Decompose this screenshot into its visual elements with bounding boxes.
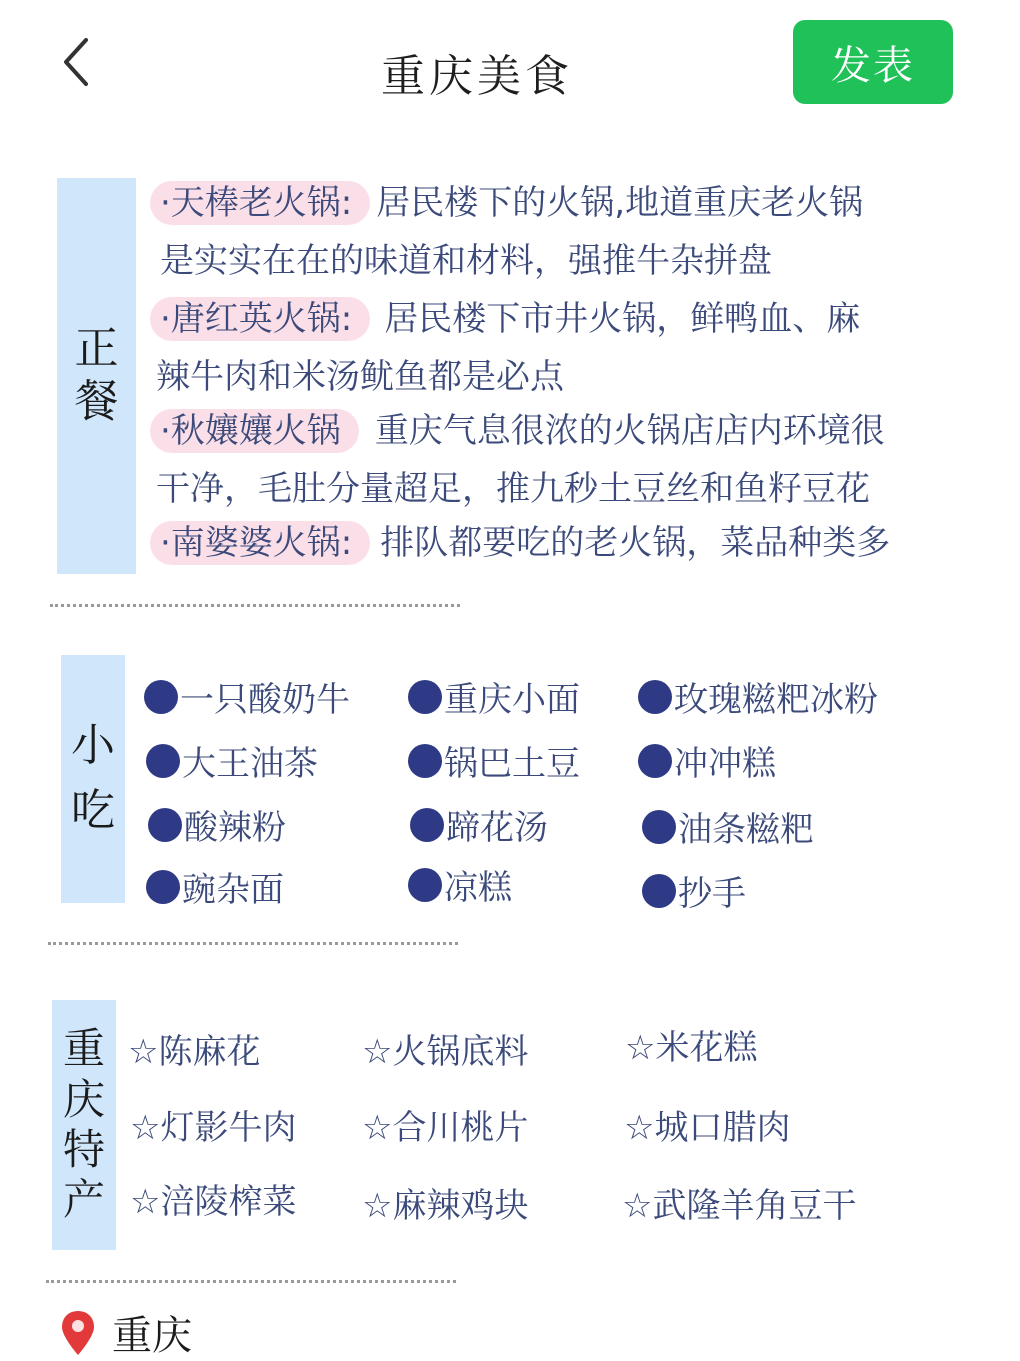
dish-desc: 辣牛肉和米汤鱿鱼都是必点: [156, 357, 564, 397]
specialty-item: ☆武隆羊角豆干: [622, 1186, 857, 1226]
dish-desc: 是实实在在的味道和材料，强推牛杂拼盘: [160, 241, 772, 281]
snack-item: 抄手: [642, 866, 746, 915]
section-label-char: 产: [62, 1175, 105, 1225]
location-text: 重庆: [112, 1313, 192, 1359]
section-label-char: 重: [62, 1024, 105, 1074]
section-label-char: 庆: [62, 1074, 105, 1124]
bullet-dot: [144, 680, 178, 714]
dish-name-tag: ·天棒老火锅:: [150, 181, 370, 225]
bullet-dot: [638, 744, 672, 778]
dish-entry: [150, 174, 980, 290]
bullet-dot: [642, 810, 676, 844]
snack-item: 大王油茶: [146, 736, 318, 785]
dish-entry: [150, 514, 980, 572]
location-tag[interactable]: [58, 1304, 192, 1361]
specialty-item: ☆陈麻花: [128, 1032, 261, 1072]
dotted-divider: [50, 604, 460, 607]
dish-name-tag: ·秋孃孃火锅: [150, 409, 359, 453]
page-title: 重庆美食: [381, 51, 573, 102]
specialty-item: ☆城口腊肉: [624, 1108, 791, 1148]
snack-item: 酸辣粉: [148, 800, 286, 849]
snack-item: 凉糕: [408, 860, 512, 909]
dish-desc: 干净，毛肚分量超足，推九秒土豆丝和鱼籽豆花: [156, 469, 870, 509]
dish-desc: 重庆气息很浓的火锅店店内环境很: [374, 411, 885, 451]
bullet-dot: [146, 744, 180, 778]
dish-entry: [150, 290, 980, 406]
bullet-dot: [146, 870, 180, 904]
dish-desc: 居民楼下市井火锅，鲜鸭血、麻: [384, 299, 861, 339]
snack-item: 豌杂面: [146, 862, 284, 911]
bullet-dot: [642, 874, 676, 908]
specialty-item: ☆麻辣鸡块: [362, 1186, 529, 1226]
dish-name-tag: ·南婆婆火锅:: [150, 521, 370, 565]
section-label-char: 餐: [74, 376, 119, 427]
section-label-char: 特: [62, 1125, 105, 1174]
section-label-snacks: [61, 655, 125, 903]
section-label-main-meal: [57, 178, 136, 574]
dish-entry: [150, 402, 980, 518]
dish-name-tag: ·唐红英火锅:: [150, 297, 370, 341]
snack-item: 一只酸奶牛: [144, 672, 350, 721]
snack-item: 冲冲糕: [638, 736, 776, 785]
section-label-char: 正: [74, 323, 119, 375]
snack-item: 重庆小面: [408, 672, 580, 721]
dotted-divider: [48, 942, 458, 945]
dish-desc: 排队都要吃的老火锅，菜品种类多: [380, 523, 891, 563]
section-label-specialties: [52, 1000, 116, 1250]
section-label-char: 小: [71, 720, 115, 772]
specialty-item: ☆灯影牛肉: [130, 1108, 297, 1148]
specialty-item: ☆合川桃片: [362, 1108, 529, 1148]
bullet-dot: [148, 808, 182, 842]
snack-item: 玫瑰糍粑冰粉: [638, 672, 878, 721]
bullet-dot: [408, 680, 442, 714]
snack-item: 锅巴土豆: [408, 736, 580, 785]
bullet-dot: [408, 744, 442, 778]
bullet-dot: [410, 808, 444, 842]
specialty-item: ☆涪陵榨菜: [130, 1182, 297, 1222]
pin-icon: [58, 1309, 98, 1357]
publish-button[interactable]: 发表: [793, 20, 953, 104]
bullet-dot: [638, 680, 672, 714]
dish-desc: 居民楼下的火锅,地道重庆老火锅: [376, 183, 864, 223]
specialty-item: ☆米花糕: [625, 1028, 758, 1068]
dotted-divider: [46, 1280, 456, 1283]
snack-item: 油条糍粑: [642, 802, 814, 851]
bullet-dot: [408, 868, 442, 902]
specialty-item: ☆火锅底料: [362, 1032, 529, 1072]
section-label-char: 吃: [71, 785, 115, 836]
snack-item: 蹄花汤: [410, 800, 548, 849]
